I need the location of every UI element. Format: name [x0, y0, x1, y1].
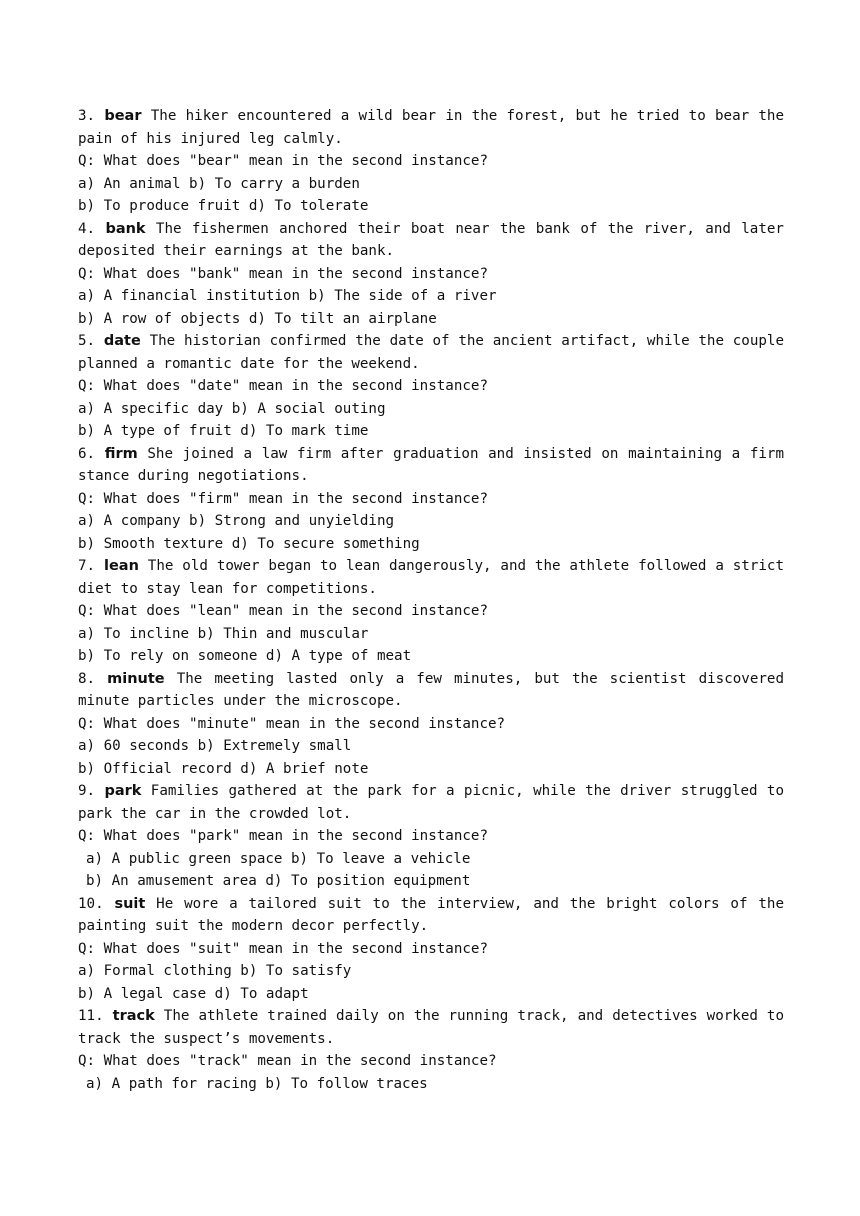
answer-options: b) A row of objects d) To tilt an airplane	[78, 310, 437, 327]
question-prompt: Q: What does "bank" mean in the second instance?	[78, 265, 488, 282]
question-item	[78, 105, 784, 218]
answer-options: b) A type of fruit d) To mark time	[78, 423, 369, 439]
example-sentence: She joined a law firm after graduation and insisted on maintaining a firm stance during negotiations.	[78, 445, 784, 484]
answer-options: a) A path for racing b) To follow traces	[86, 1075, 428, 1092]
target-word: lean	[103, 558, 139, 574]
target-word: bear	[104, 108, 142, 124]
question-stem	[78, 330, 784, 375]
answer-options: b) To produce fruit d) To tolerate	[78, 198, 369, 214]
question-stem	[78, 780, 784, 825]
question-stem	[78, 668, 784, 713]
answer-options: a) A specific day b) A social outing	[78, 400, 386, 417]
question-stem	[78, 555, 784, 600]
answer-options: a) A financial institution b) The side of a river	[78, 288, 497, 304]
answer-options: a) An animal b) To carry a burden	[78, 175, 360, 192]
question-number: 5.	[78, 333, 96, 349]
answer-options: a) A company b) Strong and unyielding	[78, 513, 395, 529]
document-page	[78, 105, 784, 1095]
answer-options: a) A public green space b) To leave a vehicle	[86, 850, 471, 867]
example-sentence: The fishermen anchored their boat near the bank of the river, and later deposited their earnings at the bank.	[78, 220, 784, 259]
question-item	[78, 1005, 784, 1095]
target-word: suit	[114, 895, 146, 912]
question-prompt: Q: What does "suit" mean in the second instance?	[78, 940, 488, 957]
question-stem	[78, 443, 784, 488]
example-sentence: The hiker encountered a wild bear in the forest, but he tried to bear the pain of his injured leg calmly.	[78, 108, 785, 147]
answer-options: b) An amusement area d) To position equipment	[86, 873, 471, 889]
answer-options: a) Formal clothing b) To satisfy	[78, 963, 352, 979]
target-word: park	[104, 783, 142, 799]
question-list	[78, 105, 784, 1095]
example-sentence: The meeting lasted only a few minutes, but the scientist discovered minute particles under the microscope.	[78, 670, 784, 709]
question-prompt: Q: What does "date" mean in the second instance?	[78, 378, 488, 394]
target-word: track	[112, 1008, 155, 1024]
question-prompt: Q: What does "bear" mean in the second instance?	[78, 153, 488, 169]
question-prompt: Q: What does "park" mean in the second instance?	[78, 828, 488, 844]
question-prompt: Q: What does "firm" mean in the second instance?	[78, 490, 488, 507]
example-sentence: The old tower began to lean dangerously, and the athlete followed a strict diet to stay lean for competitions.	[78, 558, 784, 597]
target-word: minute	[107, 670, 165, 687]
target-word: firm	[104, 445, 138, 462]
example-sentence: The historian confirmed the date of the ancient artifact, while the couple planned a romantic date for the weekend.	[78, 333, 785, 372]
question-item	[78, 893, 784, 1006]
answer-options: b) Official record d) A brief note	[78, 760, 369, 777]
target-word: bank	[105, 220, 146, 237]
question-prompt: Q: What does "minute" mean in the second instance?	[78, 715, 506, 732]
answer-options: a) 60 seconds b) Extremely small	[78, 738, 352, 754]
question-number: 11.	[78, 1008, 104, 1024]
question-stem	[78, 218, 784, 263]
question-number: 8.	[78, 670, 96, 687]
question-number: 6.	[78, 445, 96, 462]
question-number: 4.	[78, 220, 96, 237]
question-stem	[78, 105, 784, 150]
question-stem	[78, 1005, 784, 1050]
question-prompt: Q: What does "lean" mean in the second instance?	[78, 603, 488, 619]
question-item	[78, 330, 784, 443]
question-item	[78, 780, 784, 893]
example-sentence: He wore a tailored suit to the interview, and the bright colors of the painting suit the modern decor perfectly.	[78, 895, 784, 934]
answer-options: a) To incline b) Thin and muscular	[78, 625, 369, 642]
example-sentence: Families gathered at the park for a picnic, while the driver struggled to park the car in the crowded lot.	[78, 783, 785, 822]
answer-options: b) Smooth texture d) To secure something	[78, 535, 420, 552]
answer-options: b) To rely on someone d) A type of meat	[78, 648, 412, 664]
question-item	[78, 668, 784, 781]
question-item	[78, 443, 784, 556]
question-item	[78, 555, 784, 668]
question-number: 10.	[78, 895, 104, 912]
question-number: 3.	[78, 108, 96, 124]
question-prompt: Q: What does "track" mean in the second instance?	[78, 1053, 497, 1069]
question-item	[78, 218, 784, 331]
example-sentence: The athlete trained daily on the running track, and detectives worked to track the suspect’s movements.	[78, 1008, 785, 1047]
target-word: date	[103, 333, 141, 349]
question-stem	[78, 893, 784, 938]
answer-options: b) A legal case d) To adapt	[78, 985, 309, 1002]
question-number: 7.	[78, 558, 96, 574]
question-number: 9.	[78, 783, 96, 799]
